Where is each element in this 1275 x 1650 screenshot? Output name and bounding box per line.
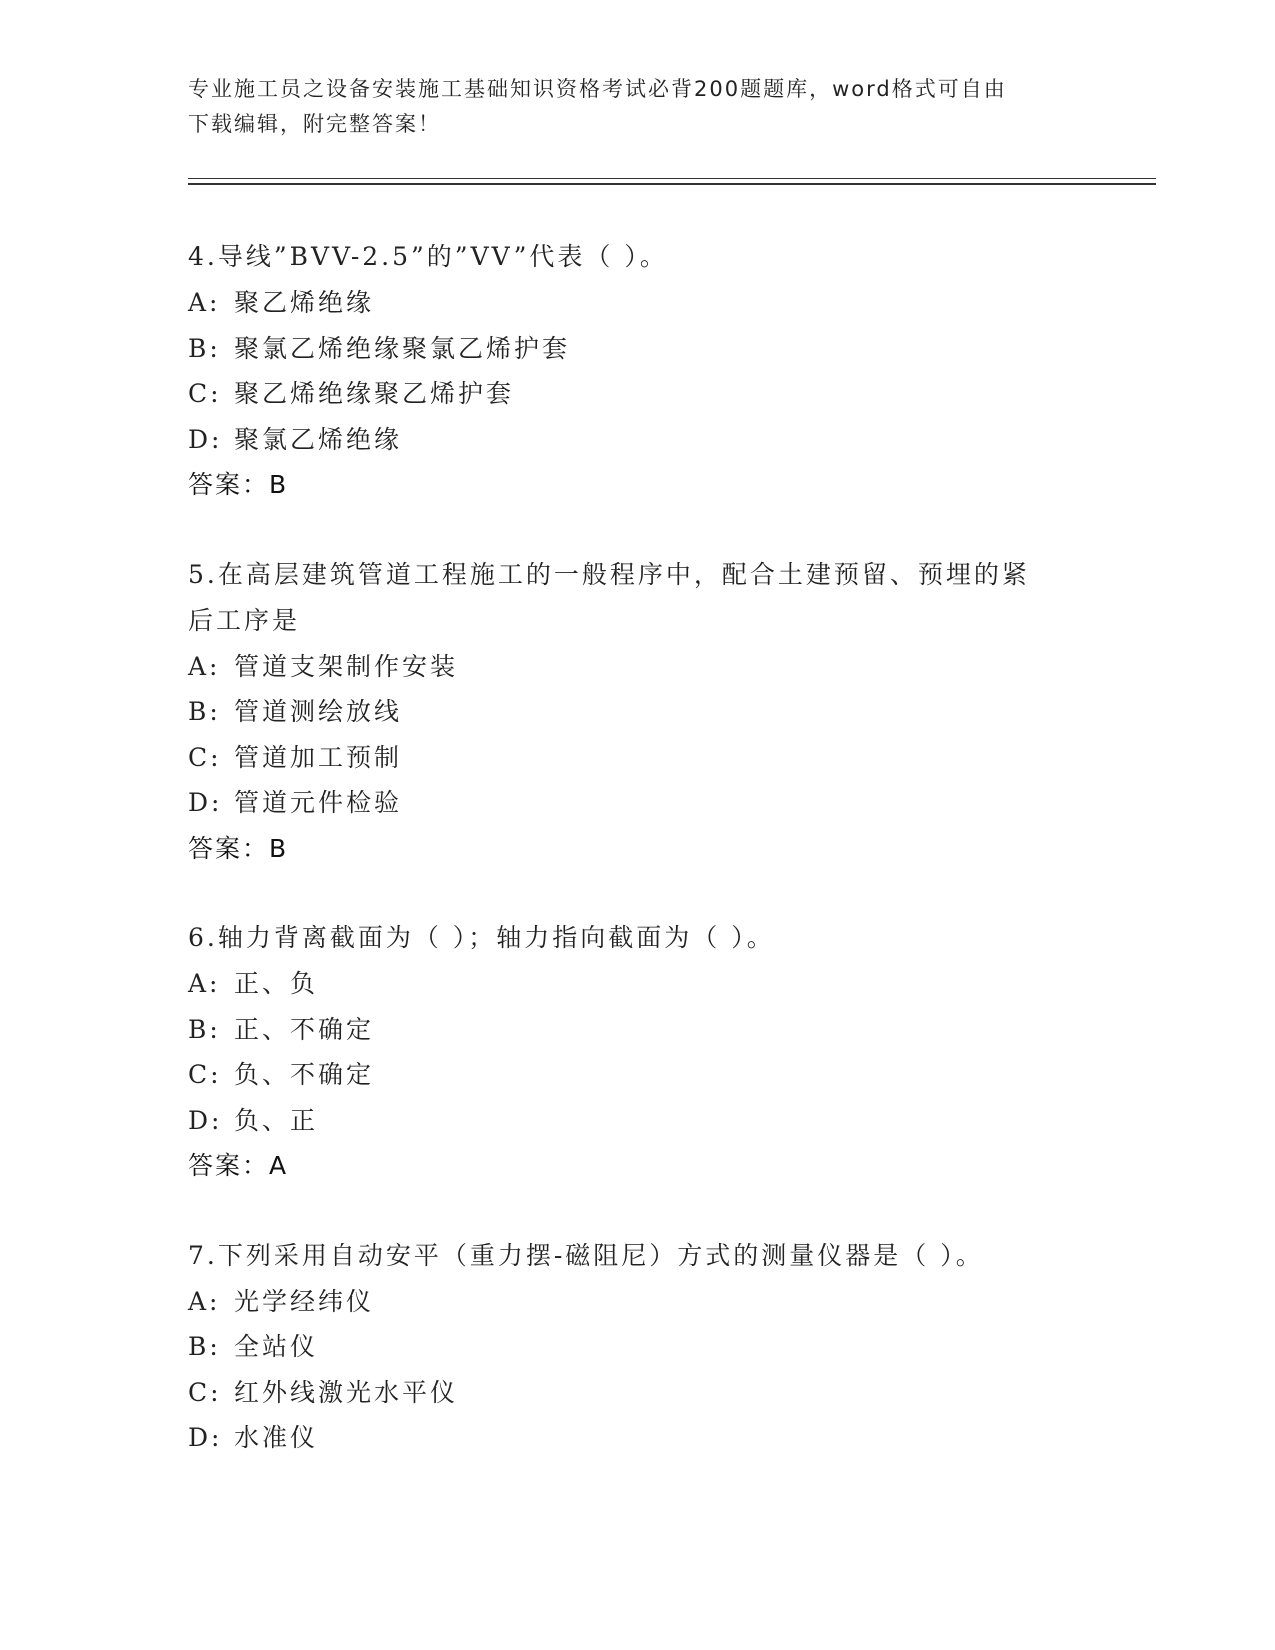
option-key: D: [188, 1105, 223, 1135]
option-key: A: [188, 651, 221, 681]
question-item [188, 1233, 1088, 1461]
option-key: B: [188, 1014, 221, 1044]
option-text: 红外线激光水平仪 [234, 1377, 459, 1407]
option-text: 水准仪 [234, 1423, 319, 1452]
answer-line: 答案：A [188, 1151, 289, 1180]
answer-line: 答案：B [188, 833, 289, 863]
option-key: C: [188, 1060, 222, 1089]
header-line-2: 下载编辑，附完整答案！ [188, 112, 441, 136]
option-b [188, 1007, 1088, 1053]
option-text: 全站仪 [234, 1332, 319, 1361]
option-key: A: [188, 1286, 221, 1316]
option-key: D: [188, 788, 223, 817]
header-line-1: 专业施工员之设备安装施工基础知识资格考试必背200题题库，word格式可自由 [188, 77, 1007, 101]
option-text: 聚乙烯绝缘聚乙烯护套 [234, 379, 515, 408]
question-stem-line: 4.导线”BVV-2.5”的”VV”代表（ ）。 [188, 242, 668, 271]
question-stem-line: 6.轴力背离截面为（ ）；轴力指向截面为（ ）。 [188, 923, 775, 952]
option-d [188, 780, 1088, 826]
question-gap [188, 1189, 1088, 1233]
option-key: D: [188, 424, 223, 454]
question-gap [188, 871, 1088, 915]
option-key: B: [188, 697, 221, 726]
option-c [188, 371, 1088, 417]
question-gap [188, 508, 1088, 552]
option-text: 负、正 [234, 1105, 319, 1135]
option-a [188, 280, 1088, 326]
option-key: C: [188, 379, 222, 408]
question-list [188, 234, 1088, 1461]
option-key: C: [188, 1377, 222, 1407]
question-stem [188, 1233, 1088, 1279]
option-c [188, 1052, 1088, 1098]
option-text: 管道支架制作安装 [234, 651, 459, 681]
option-d [188, 417, 1088, 463]
option-b [188, 689, 1088, 735]
question-item [188, 915, 1088, 1189]
option-key: A: [188, 288, 221, 317]
option-d [188, 1415, 1088, 1461]
option-key: C: [188, 742, 222, 772]
option-text: 聚氯乙烯绝缘聚氯乙烯护套 [234, 333, 571, 363]
question-stem-line: 5.在高层建筑管道工程施工的一般程序中，配合土建预留、预埋的紧 [188, 559, 1030, 589]
option-key: D: [188, 1423, 223, 1452]
option-a [188, 644, 1088, 690]
option-text: 聚氯乙烯绝缘 [234, 424, 403, 454]
question-item [188, 234, 1088, 508]
option-text: 光学经纬仪 [234, 1286, 375, 1316]
option-b [188, 1324, 1088, 1370]
option-a [188, 961, 1088, 1007]
option-c [188, 735, 1088, 781]
option-text: 管道元件检验 [234, 788, 403, 817]
option-text: 管道测绘放线 [234, 697, 403, 726]
header-divider-thick [188, 183, 1156, 185]
option-key: A: [188, 969, 221, 998]
question-item [188, 552, 1088, 872]
question-stem [188, 915, 1088, 961]
header-divider-thin [188, 178, 1156, 179]
option-text: 正、不确定 [234, 1014, 375, 1044]
option-key: B: [188, 1332, 221, 1361]
question-stem [188, 234, 1088, 280]
option-d [188, 1098, 1088, 1144]
option-text: 聚乙烯绝缘 [234, 288, 375, 317]
option-a [188, 1279, 1088, 1325]
question-stem-line: 7.下列采用自动安平（重力摆-磁阻尼）方式的测量仪器是（ ）。 [188, 1240, 984, 1270]
option-text: 正、负 [234, 969, 319, 998]
option-text: 管道加工预制 [234, 742, 403, 772]
answer-line: 答案：B [188, 470, 289, 499]
option-key: B: [188, 333, 221, 363]
option-text: 负、不确定 [234, 1060, 375, 1089]
option-b [188, 326, 1088, 372]
question-stem [188, 552, 1088, 644]
question-stem-line: 后工序是 [188, 605, 301, 635]
option-c [188, 1370, 1088, 1416]
document-header [188, 72, 1088, 142]
